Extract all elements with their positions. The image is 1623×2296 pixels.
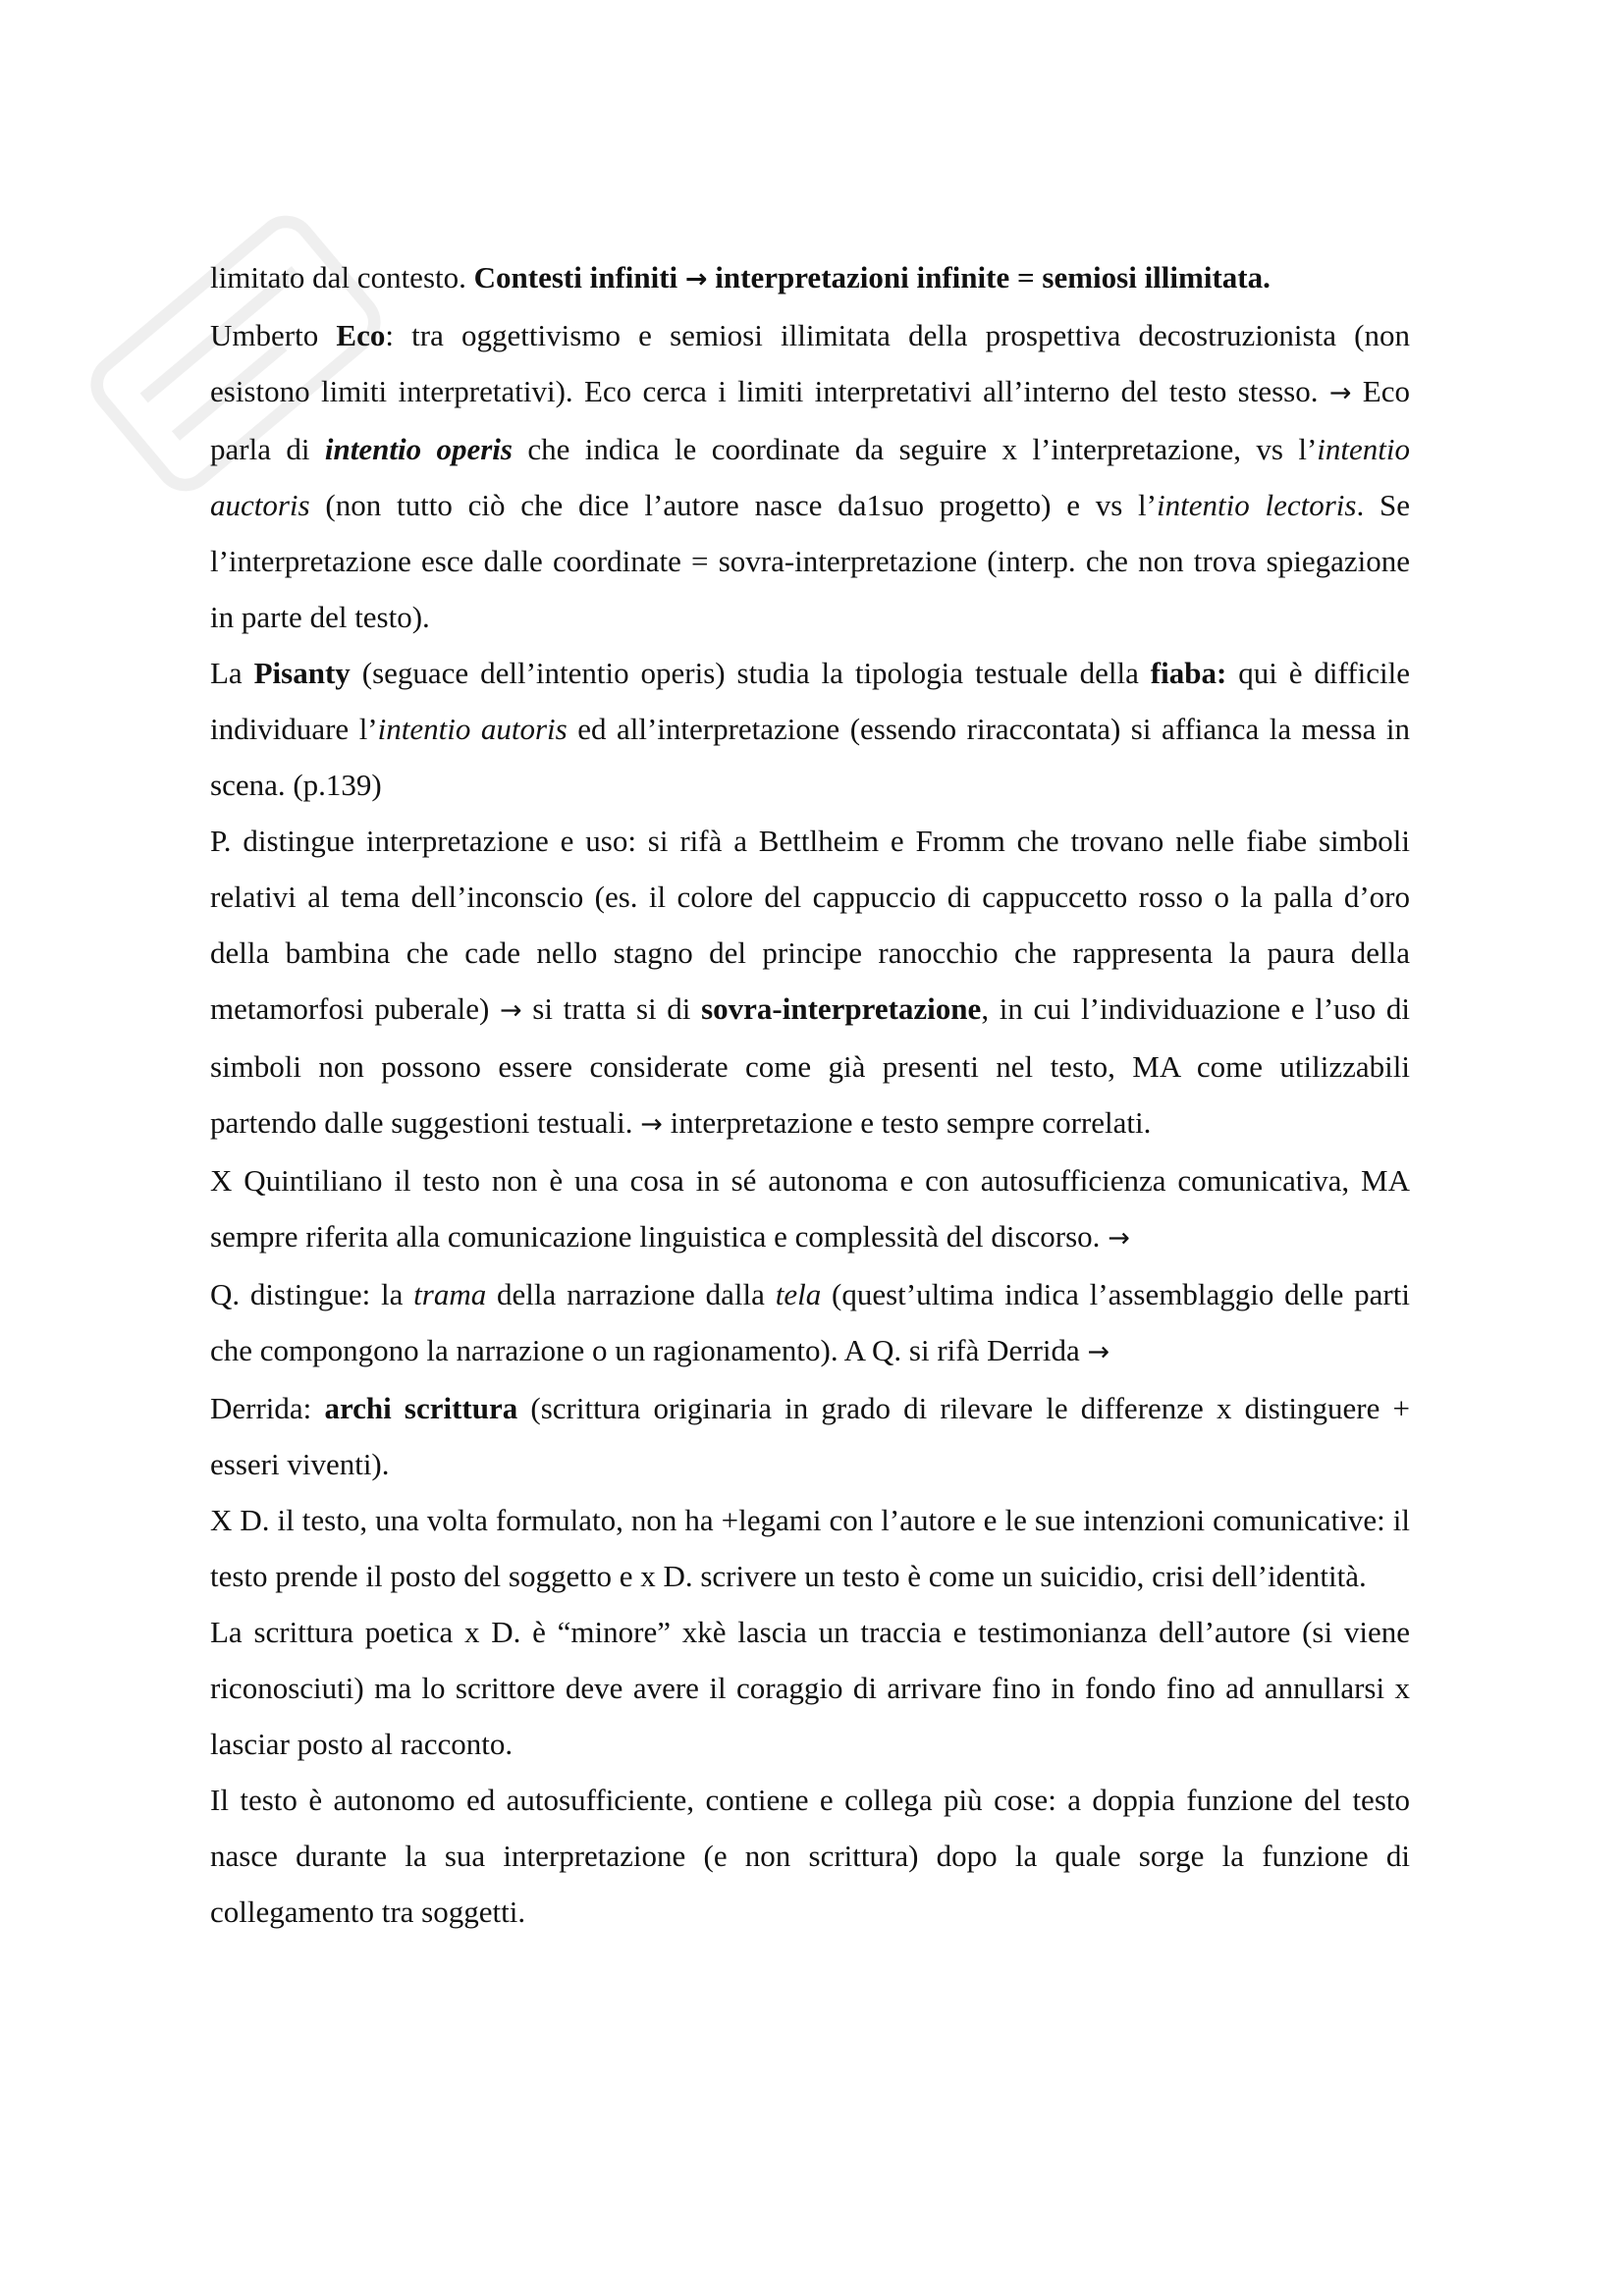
arrow-right-icon: → [1087, 1337, 1110, 1367]
bold-text: interpretazioni infinite = semiosi illimitata. [707, 260, 1271, 294]
document-body [210, 249, 1410, 1940]
italic-text: intentio autoris [377, 712, 568, 746]
arrow-right-icon: → [684, 264, 708, 294]
text-run: (non tutto ciò che dice l’autore nasce da1suo progetto) e vs l’ [309, 488, 1157, 522]
emphasis [325, 432, 513, 466]
bold-text: Pisanty [253, 656, 351, 690]
paragraph [210, 1772, 1410, 1940]
bold-text: Eco [336, 318, 386, 352]
paragraph [210, 249, 1410, 307]
text-run: La [210, 656, 254, 690]
text-run: che indica le coordinate da seguire x l’interpretazione, vs l’ [512, 432, 1318, 466]
bold-italic-text: intentio operis [324, 432, 513, 466]
paragraph [210, 1492, 1410, 1604]
text-run: La scrittura poetica x D. è “minore” xkè lascia un traccia e testimonianza dell’autore (si viene riconosciuti) ma lo scrittore deve avere il coraggio di arrivare fino in fondo fino ad annullarsi x lasciar posto al racconto. [210, 1615, 1410, 1761]
text-run: (quest’ultima indica l’assemblaggio delle parti che compongono la narrazione o un ragionamento). A Q. si rifà Derrida [210, 1277, 1410, 1367]
arrow-right-icon: → [640, 1109, 663, 1140]
bold-text: sovra-interpretazione [701, 991, 982, 1026]
italic-text: tela [775, 1277, 822, 1311]
paragraph [210, 645, 1410, 813]
bold-text: archi scrittura [324, 1391, 518, 1425]
arrow-right-icon: → [1328, 378, 1352, 408]
text-run: Q. distingue: la [210, 1277, 414, 1311]
text-run: (seguace dell’intentio operis) studia la tipologia testuale della [350, 656, 1151, 690]
bold-text: fiaba: [1150, 656, 1227, 690]
italic-text: intentio auctoris [210, 432, 1410, 522]
text-run: Eco parla di [210, 374, 1411, 466]
text-run: : tra oggettivismo e semiosi illimitata della prospettiva decostruzionista (non esistono limiti interpretativi). Eco cerca i limiti interpretativi all’interno del testo stesso. [210, 318, 1410, 408]
paragraph [210, 1380, 1410, 1492]
text-run: , in cui l’individuazione e l’uso di simboli non possono essere considerate come già presenti nel testo, MA come utilizzabili partendo dalle suggestioni testuali. [210, 991, 1410, 1140]
italic-text: intentio lectoris [1157, 488, 1357, 522]
arrow-right-icon: → [500, 995, 522, 1026]
text-run: si tratta si di [521, 991, 702, 1026]
text-run: limitato dal contesto. [210, 260, 474, 294]
italic-text: trama [413, 1277, 487, 1311]
text-run: qui è difficile individuare l’ [210, 656, 1410, 746]
text-run: X Quintiliano il testo non è una cosa in sé autonoma e con autosufficienza comunicativa, MA sempre riferita alla comunicazione linguistica e complessità del discorso. [210, 1163, 1410, 1254]
arrow-right-icon: → [1108, 1223, 1130, 1254]
text-run: Il testo è autonomo ed autosufficiente, contiene e collega più cose: a doppia funzione del testo nasce durante la sua interpretazione (e non scrittura) dopo la quale sorge la funzione di collegamento tra soggetti. [210, 1783, 1410, 1929]
text-run: della narrazione dalla [486, 1277, 776, 1311]
text-run: . Se l’interpretazione esce dalle coordinate = sovra-interpretazione (interp. che non trova spiegazione in parte del testo). [210, 488, 1410, 634]
text-run: X D. il testo, una volta formulato, non ha +legami con l’autore e le sue intenzioni comunicative: il testo prende il posto del soggetto e x D. scrivere un testo è come un suicidio, crisi dell’identità. [210, 1503, 1410, 1593]
text-run: P. distingue interpretazione e uso: si rifà a Bettlheim e Fromm che trovano nelle fiabe simboli relativi al tema dell’inconscio (es. il colore del cappuccio di cappuccetto rosso o la palla d’oro della bambina che cade nello stagno del principe ranocchio che rappresenta la paura della metamorfosi puberale) [210, 824, 1410, 1026]
bold-text: Contesti infiniti [473, 260, 685, 294]
text-run: (scrittura originaria in grado di rilevare le differenze x distinguere + esseri viventi). [210, 1391, 1410, 1481]
paragraph [210, 813, 1410, 1152]
paragraph [210, 1604, 1410, 1772]
text-run: Derrida: [210, 1391, 325, 1425]
text-run: interpretazione e testo sempre correlati. [662, 1105, 1152, 1140]
text-run: Umberto [210, 318, 337, 352]
paragraph [210, 1266, 1410, 1380]
paragraph [210, 1152, 1410, 1266]
paragraph [210, 307, 1410, 645]
text-run: ed all’interpretazione (essendo riraccontata) si affianca la messa in scena. (p.139) [210, 712, 1410, 802]
